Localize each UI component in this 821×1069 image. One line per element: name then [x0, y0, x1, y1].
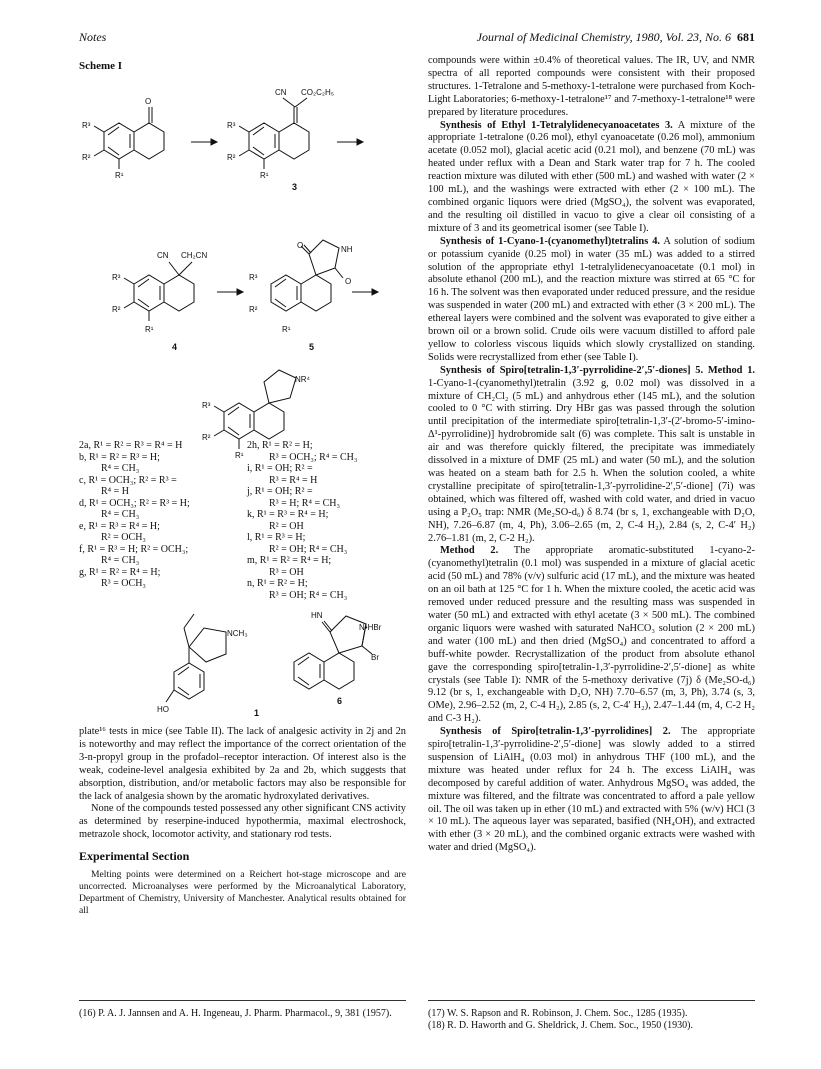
label-r2-2: R² — [202, 433, 211, 442]
body-synthesis-5-method-1: 1-Cyano-1-(cyanomethyl)tetralin (3.92 g, 0.02 mol) was dissolved in a mixture of CH₂Cl₂ (5 mL) and anhydrous ether (145 mL), and the solution cooled to 0 °C with stirring. Dry HBr gas was passed through the solution until precipitation of the intermediate spiro[tetralin-1,3′-(2′-bromo-5′-imino-Δ¹-pyrrolidine)] hydrobromide salt (6) was complete. This salt is unstable in air and was therefore quickly filtered, the precipitate was immediately dissolved in a mixture of DMF (25 mL) and water (50 mL), and the solution was heated on a steam bath for 2.5 h. When the solution cooled, a white crystalline precipitate of spiro[tetralin-1,3′-pyrrolidine-2′,5′-dione] (7i) was obtained, which was filtered off, washed with cold water, and dried in vacuo using a P₂O₅ trap: NMR (Me₂SO-d₆) δ 8.74 (br s, 1, exchangeable with D₂O, NH), 7.26–6.87 (m, 4, Ph), 3.06–2.65 (m, 2, C-4 H₂), 2.84 (s, 2, C-4′ H₂) 2.76–1.81 (m, 2, C-2 H₂). — [428, 377, 755, 544]
legend-line: R³ = OH; R⁴ = CH₃ — [269, 589, 348, 601]
label-compound-6: 6 — [337, 696, 343, 706]
compound-1-structure — [166, 614, 226, 702]
legend-line: m, R¹ = R² = R⁴ = H; — [247, 555, 332, 566]
label-r1-3: R¹ — [260, 171, 269, 180]
label-r3-5: R³ — [249, 273, 258, 282]
legend-line: j, R¹ = OH; R² = — [247, 486, 313, 497]
paragraph-synthesis-3 — [428, 120, 755, 236]
left-column-text — [79, 726, 406, 917]
legend-line: n, R¹ = R² = H; — [247, 578, 308, 589]
paragraph-melting-points: Melting points were determined on a Reichert hot-stage microscope and are uncorrected. Microanalyses were performed by the Microanalytical Laboratory, Department of Chemistry, University of Manchester. Analytical results obtained for all — [79, 869, 406, 917]
label-r3-1: R³ — [82, 121, 91, 130]
heading-synthesis-2: Synthesis of Spiro[tetralin-1,3′-pyrrolidines] 2. — [440, 726, 671, 738]
legend-line: R³ = OH — [269, 566, 304, 578]
substituent-legend-left — [79, 440, 190, 590]
legend-line: R⁴ = CH₃ — [101, 555, 140, 566]
legend-line: R⁴ = CH₃ — [101, 509, 140, 520]
label-r3-4: R³ — [112, 273, 121, 282]
section-title-experimental: Experimental Section — [79, 849, 190, 864]
paragraph-analgesic: plate¹⁶ tests in mice (see Table II). The lack of analgesic activity in 2j and 2n is noteworthy and may reflect the importance of the correct orientation of the 3-n-propyl group in the profadol–receptor interaction. Of interest also is the weak, codeine-level analgesia exhibited by 2a and 2b, which suggests that absorption, distribution, and/or metabolic factors may also be responsible for the lack of analgesia shown by the aromatic hydroxylated derivatives. — [79, 726, 406, 802]
compound-3-structure — [239, 98, 309, 169]
label-compound-1: 1 — [254, 708, 260, 718]
label-br-6: Br — [371, 653, 379, 662]
legend-line: R³ = OCH₃; R⁴ = CH₃ — [269, 451, 358, 463]
label-r2-4: R² — [112, 305, 121, 314]
substituent-legend-right — [247, 440, 357, 601]
legend-line: R² = OCH₃ — [101, 532, 146, 543]
tetralone-structure — [94, 107, 164, 169]
label-r1-1: R¹ — [115, 171, 124, 180]
footnote-rule-left — [79, 1000, 406, 1001]
legend-line: k, R¹ = R³ = R⁴ = H; — [247, 509, 329, 520]
label-o-1: O — [145, 97, 152, 106]
label-ho-1: HO — [157, 705, 169, 714]
legend-line: R² = OH; R⁴ = CH₃ — [269, 543, 348, 555]
label-r2-3: R² — [227, 153, 236, 162]
body-synthesis-3: A mixture of the appropriate 1-tetralone (0.26 mol), ethyl cyanoacetate (0.26 mol), ammonium acetate (0.052 mol), glacial acetic acid (0.21 mol), and benzene (70 mL) was heated under reflux with a Dean and Stark water trap for 7 h. The cooled reaction mixture was diluted with ether (500 mL) and washed with water (2 × 100 mL), and the washings were extracted with ether (2 × 100 mL). The combined organic liquors were dried (MgSO₄), the solvent was evaporated, and the resulting oil distilled in vacuo to give a clear oil consisting of a mixture of 3 and its geometrical isomer (see Table I). — [428, 119, 755, 234]
legend-line: b, R¹ = R² = R³ = H; — [79, 451, 160, 463]
footnote-17: (17) W. S. Rapson and R. Robinson, J. Chem. Soc., 1285 (1935). — [428, 1008, 688, 1019]
legend-line: R³ = OCH₃ — [101, 578, 146, 589]
label-r1-2: R¹ — [235, 451, 244, 460]
legend-line: g, R¹ = R² = R⁴ = H; — [79, 566, 161, 578]
heading-synthesis-5: Synthesis of Spiro[tetralin-1,3′-pyrrolidine-2′,5′-diones] 5. Method 1. — [440, 364, 755, 376]
label-ch2cn-4: CH₂CN — [181, 251, 208, 260]
legend-line: R⁴ = CH₃ — [101, 463, 140, 474]
label-o-5a: O — [297, 241, 304, 250]
legend-line: R⁴ = H — [101, 486, 130, 497]
label-r1-4: R¹ — [145, 325, 154, 334]
heading-method-2: Method 2. — [440, 545, 499, 557]
right-column-text — [428, 55, 755, 855]
footnote-16: (16) P. A. J. Jannsen and A. H. Ingeneau, J. Pharm. Pharmacol., 9, 381 (1957). — [79, 1008, 392, 1019]
label-co2c2h5-3: CO₂C₂H₅ — [301, 88, 334, 97]
label-nr4-2: NR⁴ — [295, 375, 310, 384]
legend-line: 2h, R¹ = R² = H; — [247, 440, 313, 451]
body-synthesis-4: A solution of sodium or potassium cyanide (0.25 mol) in water (35 mL) was added to a stirred solution of the appropriate ethyl 1-tetralylidenecyanoacetate (0.1 mol) in absolute ethanol (200 mL), and the reaction mixture was stirred at 65 °C for 16 h. The solvent was then evaporated under reduced pressure, and the residue was suspended in water (200 mL) and extracted with ether (3 × 200 mL). The ethereal layers were combined and the solvent was evaporated to give either a brown oil or a brown solid. Crude oils were vacuum distilled to afford pale yellow to colorless viscous liquids which slowly crystallized on standing. Solids were recrystallized from ether (see Table I). — [428, 235, 755, 363]
legend-line: R³ = R⁴ = H — [269, 474, 318, 486]
compound-5-structure — [271, 240, 343, 311]
legend-line: l, R¹ = R³ = H; — [247, 532, 306, 543]
label-compound-3: 3 — [292, 182, 298, 192]
compound-2-structure — [214, 370, 296, 449]
journal-citation: Journal of Medicinal Chemistry, 1980, Vol. 23, No. 6 — [476, 30, 731, 44]
legend-line: f, R¹ = R³ = H; R² = OCH₃; — [79, 543, 189, 555]
heading-synthesis-4: Synthesis of 1-Cyano-1-(cyanomethyl)tetralins 4. — [440, 235, 660, 247]
paragraph-cns: None of the compounds tested possessed any other significant CNS activity as determined by reserpine-induced hypothermia, maximal electroshock, metrazole shock, locomotor activity, and stationary rod tests. — [79, 803, 406, 841]
legend-line: R³ = H; R⁴ = CH₃ — [269, 497, 340, 509]
paragraph-synthesis-2 — [428, 726, 755, 855]
label-cn-4: CN — [157, 251, 169, 260]
page-number: 681 — [737, 30, 755, 44]
reaction-arrow-3 — [217, 289, 243, 295]
label-o-5b: O — [345, 277, 352, 286]
footnotes-left — [79, 1008, 406, 1020]
legend-line: R² = OH — [269, 520, 304, 532]
label-compound-4: 4 — [172, 342, 178, 352]
paragraph-method-2 — [428, 545, 755, 726]
scheme-title: Scheme I — [79, 60, 123, 72]
body-method-2: The appropriate aromatic-substituted 1-cyano-2-(cyanomethyl)tetralin (0.1 mol) was suspended in a mixture of glacial acetic acid (50 mL) and 78% (v/v) sulfuric acid (17 mL), and the mixture was heated on an oil bath at 125 °C for 1 h. When the mixture cooled, the acetic acid was removed under reduced pressure and the resulting mass was suspended in water (50 mL) and extracted with ethyl acetate (3 × 500 mL). The combined organic liquors were washed with saturated NaHCO₃ solution (2 × 200 mL) and water (100 mL) and then dried (MgSO₄) and concentrated to afford a buff-white powder. Recrystallization of the product from absolute ethanol gave the corresponding spiro[tetralin-1,3′-pyrrolidine-2′,5′-dione] as white crystals (see Table I): NMR of the 5-methoxy derivative (7j) δ (Me₂SO-d₆) 9.12 (br s, 1, exchangeable with D₂O, NH) 7.70–6.57 (m, 3, Ph), 3.74 (s, 3, OMe), 2.96–2.52 (m, 2, C-4 H₂), 2.85 (s, 2, C-4′ H₂), 2.47–1.44 (m, 4, C-2 H₂ and C-3 H₂). — [428, 545, 755, 725]
label-nch3-1: NCH₃ — [227, 629, 248, 638]
body-synthesis-2: The appropriate spiro[tetralin-1,3′-pyrrolidine-2′,5′-dione] was slowly added to a stirred suspension of LiAlH₄ (0.03 mol) in anhydrous THF (100 mL), and the mixture was heated under reflux for 24 h. The excess LiAlH₄ was decomposed by careful addition of water. Anhydrous MgSO₄ was added, the mixture was filtered, and the filtrate was concentrated to afford a pale yellow oil. The oil was taken up in ether (10 mL) and extracted with 5% (w/v) HCl (3 × 10 mL). The aqueous layer was separated, basified (NH₄OH), and extracted with ether (3 × 20 mL), and the combined organic extracts were washed with water and dried (MgSO₄). — [428, 726, 755, 854]
label-nh-5: NH — [341, 245, 353, 254]
legend-line: 2a, R¹ = R² = R³ = R⁴ = H — [79, 440, 183, 451]
paragraph-synthesis-4 — [428, 236, 755, 365]
label-cn-3: CN — [275, 88, 287, 97]
reaction-arrow-1 — [191, 139, 217, 145]
footnote-18: (18) R. D. Haworth and G. Sheldrick, J. Chem. Soc., 1950 (1930). — [428, 1020, 693, 1031]
paragraph-synthesis-5-method-1 — [428, 365, 755, 546]
legend-line: d, R¹ = OCH₃; R² = R³ = H; — [79, 497, 190, 509]
label-r2-5: R² — [249, 305, 258, 314]
running-header-left: Notes — [79, 30, 107, 44]
label-r3-3: R³ — [227, 121, 236, 130]
heading-synthesis-3: Synthesis of Ethyl 1-Tetralylidenecyanoacetates 3. — [440, 119, 673, 131]
reaction-arrow-2 — [337, 139, 363, 145]
scheme-area — [79, 52, 406, 722]
label-r2-1: R² — [82, 153, 91, 162]
compound-4-structure — [124, 262, 194, 321]
scheme-diagram — [79, 52, 406, 722]
footnote-rule-right — [428, 1000, 755, 1001]
legend-line: e, R¹ = R³ = R⁴ = H; — [79, 520, 160, 532]
label-compound-5: 5 — [309, 342, 315, 352]
label-r3-2: R³ — [202, 401, 211, 410]
legend-line: c, R¹ = OCH₃; R² = R³ = — [79, 474, 177, 486]
label-hn-6: HN — [311, 611, 323, 620]
paragraph-analysis: compounds were within ±0.4% of theoretical values. The IR, UV, and NMR spectra of all reported compounds were consistent with their proposed structures. 1-Tetralone and 5-methoxy-1-tetralone were purchased from Koch-Light Laboratories; 6-methoxy-1-tetralone¹⁷ and 7-methoxy-1-tetralone¹⁸ were prepared by literature procedures. — [428, 55, 755, 118]
legend-line: i, R¹ = OH; R² = — [247, 463, 313, 474]
reaction-arrow-4 — [352, 289, 378, 295]
running-header-right — [435, 30, 755, 45]
label-nhbr-6: N•HBr — [359, 623, 382, 632]
label-r1-5: R¹ — [282, 325, 291, 334]
footnotes-right — [428, 1008, 755, 1032]
